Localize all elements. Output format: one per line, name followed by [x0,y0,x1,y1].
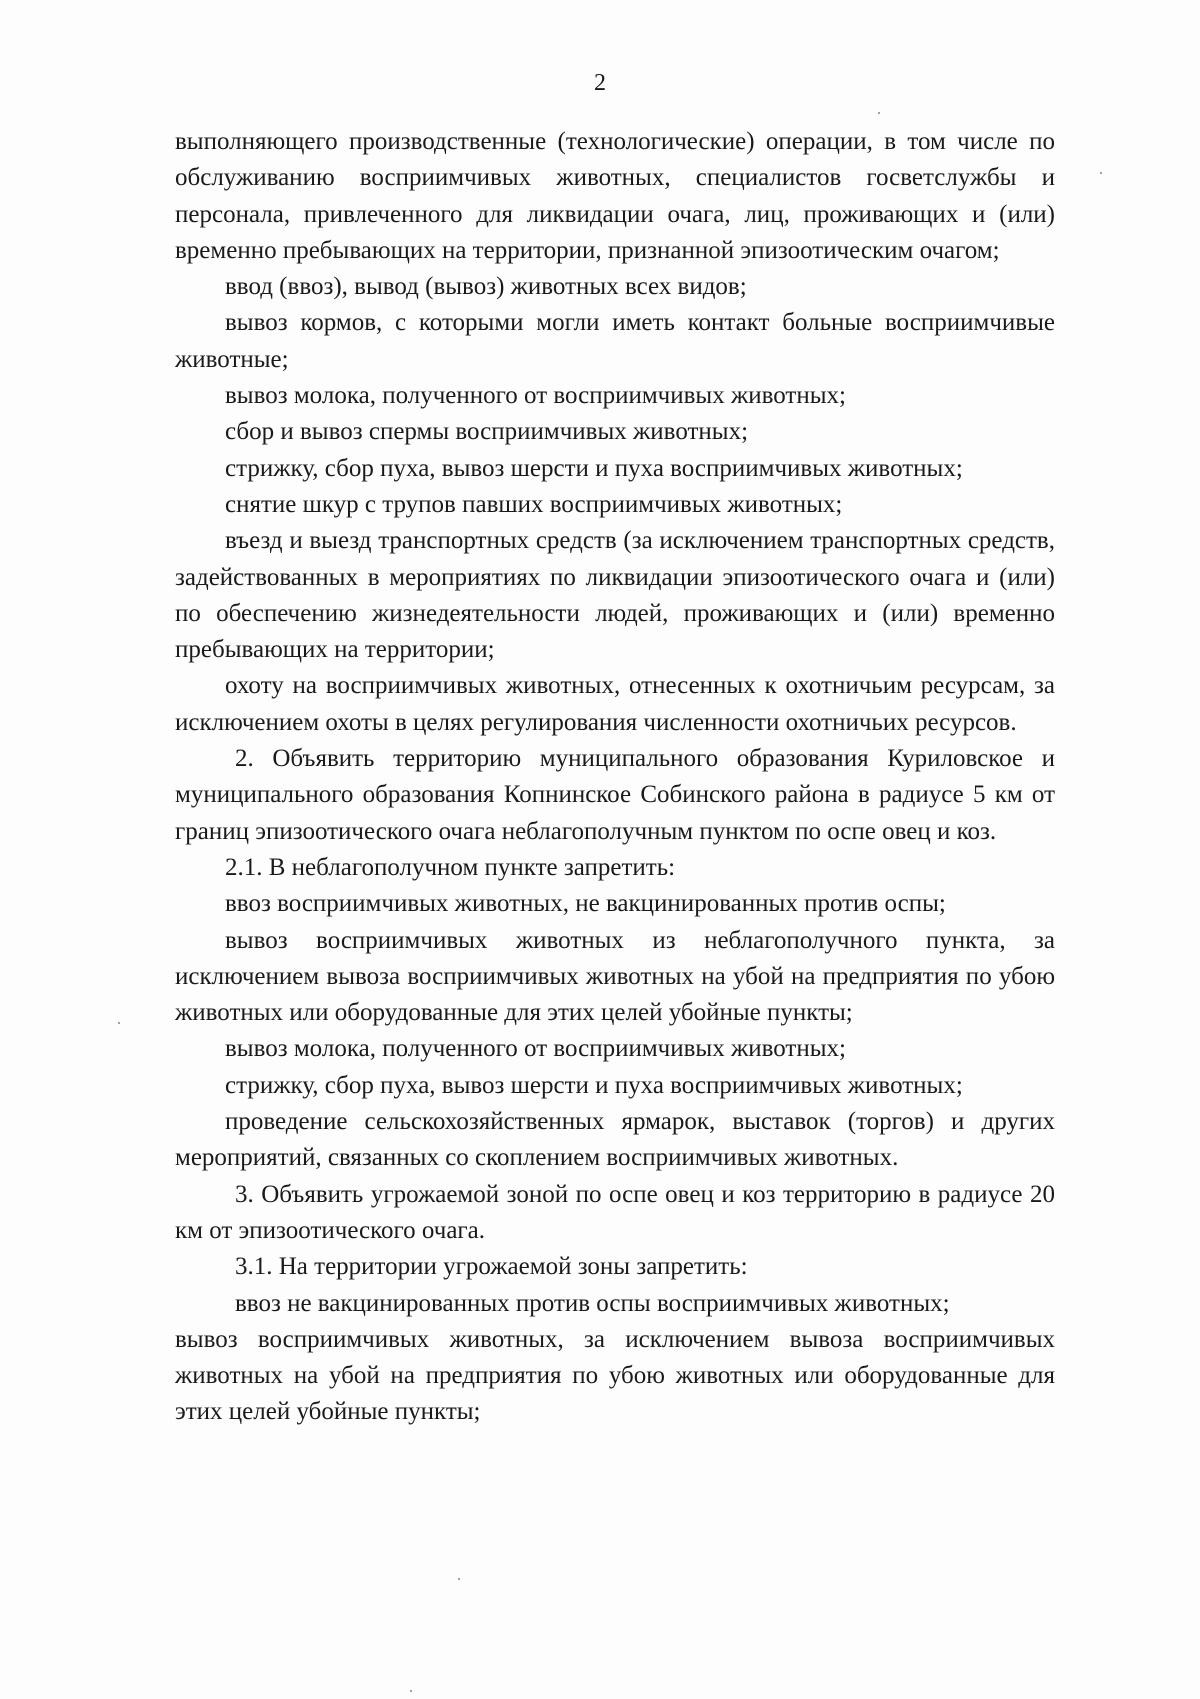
paragraph: ввоз восприимчивых животных, не вакцинированных против оспы; [225,890,946,918]
paragraph: проведение сельскохозяйственных ярмарок, выставок (торгов) и других мероприятий, связанных со скоплением восприимчивых животных. [175,1108,1055,1172]
paragraph: стрижку, сбор пуха, вывоз шерсти и пуха восприимчивых животных; [225,1071,963,1099]
numbered-paragraph: 3. Объявить угрожаемой зоной по оспе овец и коз территорию в радиусе 20 км от эпизоотического очага. [175,1180,1055,1244]
numbered-paragraph: 2. Объявить территорию муниципального образования Куриловское и муниципального образования Копнинское Собинского района в радиусе 5 км от границ эпизоотического очага неблагополучным пунктом по оспе овец и коз. [175,745,1055,845]
scan-speck [458,1578,460,1580]
paragraph: вывоз восприимчивых животных, за исключением вывоза восприимчивых животных на убой на предприятия по убою животных или оборудованные для этих целей убойные пункты; [175,1325,1055,1426]
paragraph: снятие шкур с трупов павших восприимчивых животных; [225,490,843,518]
paragraph: вывоз молока, полученного от восприимчивых животных; [225,382,846,410]
paragraph: охоту на восприимчивых животных, отнесенных к охотничьим ресурсам, за исключением охоты в целях регулирования численности охотничьих ресурсов. [175,672,1055,736]
document-body [175,124,1055,1431]
scan-speck [878,112,880,114]
paragraph: въезд и выезд транспортных средств (за исключением транспортных средств, задействованных в мероприятиях по ликвидации эпизоотического очага и (или) по обеспечению жизнедеятельности людей, проживающих и (или) временно пребывающих на территории; [175,527,1055,664]
paragraph: ввоз не вакцинированных против оспы восприимчивых животных; [235,1289,950,1317]
paragraph: сбор и вывоз спермы восприимчивых животных; [225,418,749,446]
paragraph: вывоз молока, полученного от восприимчивых животных; [225,1035,846,1063]
scan-speck [1100,172,1102,174]
paragraph: выполняющего производственные (технологические) операции, в том числе по обслуживанию восприимчивых животных, специалистов госветслужбы и персонала, привлеченного для ликвидации очага, лиц, проживающих и (или) временно пребывающих на территории, признанной эпизоотическим очагом; [175,128,1055,264]
paragraph: вывоз восприимчивых животных из неблагополучного пункта, за исключением вывоза восприимчивых животных на убой на предприятия по убою животных или оборудованные для этих целей убойные пункты; [175,926,1055,1027]
sub-heading: 2.1. В неблагополучном пункте запретить: [225,853,676,881]
sub-heading: 3.1. На территории угрожаемой зоны запретить: [235,1253,748,1281]
paragraph: стрижку, сбор пуха, вывоз шерсти и пуха восприимчивых животных; [225,454,963,482]
page-number: 2 [594,70,606,96]
paragraph: вывоз кормов, с которыми могли иметь контакт больные восприимчивые животные; [175,309,1055,373]
scan-speck [118,1022,120,1024]
scan-speck [410,1690,412,1692]
paragraph: ввод (ввоз), вывод (вывоз) животных всех видов; [225,273,747,301]
